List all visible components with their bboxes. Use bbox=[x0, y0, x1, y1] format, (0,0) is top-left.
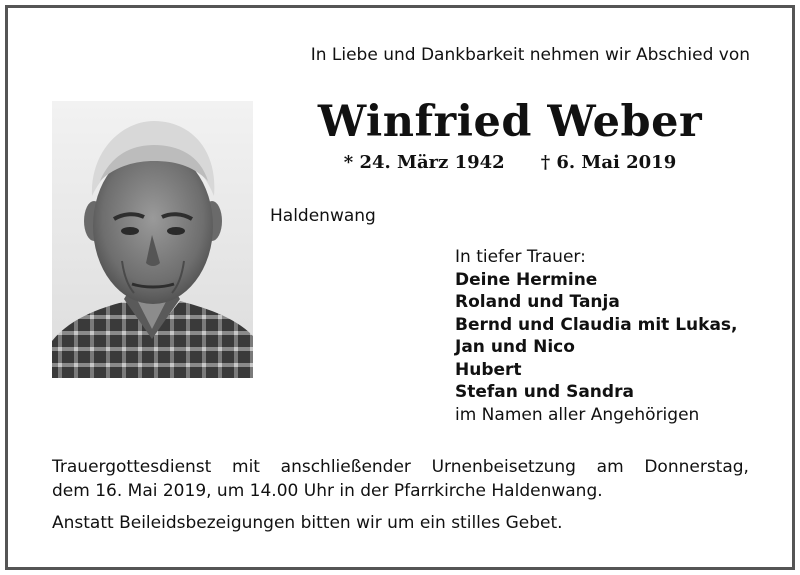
portrait-illustration bbox=[52, 101, 253, 378]
closing-request: Anstatt Beileidsbezeigungen bitten wir um ein stilles Gebet. bbox=[52, 513, 563, 533]
death-date: † 6. Mai 2019 bbox=[540, 152, 677, 173]
mourner-name: Bernd und Claudia mit Lukas, bbox=[455, 314, 738, 335]
birth-date: * 24. März 1942 bbox=[343, 152, 505, 173]
service-word: anschließender bbox=[280, 457, 411, 477]
service-word: mit bbox=[232, 457, 260, 477]
mourners-block bbox=[455, 246, 775, 426]
service-line-2: dem 16. Mai 2019, um 14.00 Uhr in der Pfarrkirche Haldenwang. bbox=[52, 481, 603, 501]
service-word: Donnerstag, bbox=[644, 457, 749, 477]
life-dates bbox=[270, 149, 750, 177]
hometown: Haldenwang bbox=[270, 206, 376, 226]
mourning-outro: im Namen aller Angehörigen bbox=[455, 404, 700, 425]
service-word: Trauergottesdienst bbox=[52, 457, 212, 477]
service-line-1 bbox=[52, 455, 749, 479]
mourner-name: Jan und Nico bbox=[455, 337, 575, 357]
service-info bbox=[52, 455, 749, 503]
service-word: am bbox=[596, 457, 624, 477]
mourner-name: Hubert bbox=[455, 359, 522, 380]
deceased-name: Winfried Weber bbox=[317, 97, 703, 147]
mourner-name: Deine Hermine bbox=[455, 269, 598, 290]
mourner-name: Stefan und Sandra bbox=[455, 382, 634, 402]
portrait-photo bbox=[52, 101, 253, 378]
intro-text: In Liebe und Dankbarkeit nehmen wir Abschied von bbox=[310, 45, 750, 65]
mourning-intro: In tiefer Trauer: bbox=[455, 247, 586, 267]
mourner-name: Roland und Tanja bbox=[455, 292, 620, 312]
service-word: Urnenbeisetzung bbox=[431, 457, 576, 477]
